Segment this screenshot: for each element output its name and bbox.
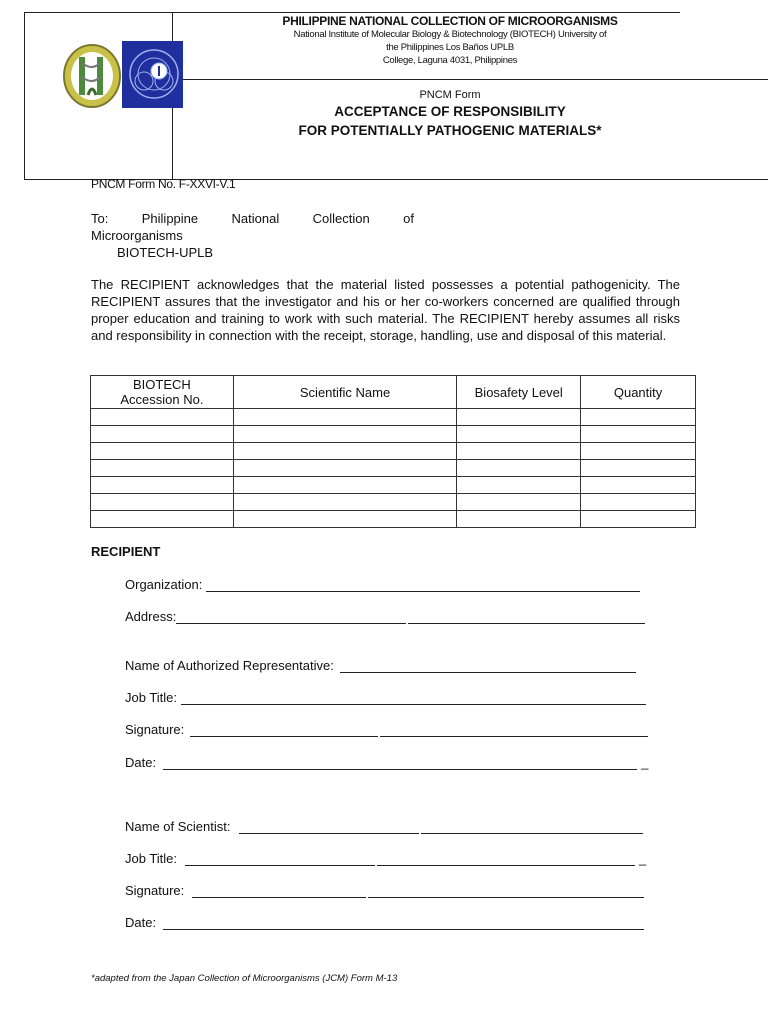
header-separator	[172, 79, 768, 80]
signature-input-line[interactable]	[190, 724, 378, 737]
accession-cell[interactable]	[91, 494, 234, 511]
materials-table	[90, 375, 696, 528]
table-row	[91, 409, 696, 426]
footnote: *adapted from the Japan Collection of Microorganisms (JCM) Form M-13	[91, 973, 398, 984]
organization-address-line: the Philippines Los Baños UPLB	[386, 42, 514, 53]
scientist-signature-field	[125, 883, 644, 898]
scientist-signature-label: Signature:	[125, 883, 185, 898]
header-border-left	[24, 12, 25, 180]
addressee-word: of	[403, 211, 414, 226]
signature-field	[125, 722, 648, 737]
scientist-job-title-input-line-continued[interactable]	[377, 853, 635, 866]
accession-cell[interactable]	[91, 426, 234, 443]
biosafety-level-cell[interactable]	[457, 477, 581, 494]
organization-name: PHILIPPINE NATIONAL COLLECTION OF MICROORGANISMS	[282, 14, 618, 28]
scientist-name-label: Name of Scientist:	[125, 819, 231, 834]
table-row	[91, 477, 696, 494]
scientific-name-cell[interactable]	[233, 426, 457, 443]
addressee-line	[91, 211, 414, 226]
biosafety-level-cell[interactable]	[457, 443, 581, 460]
quantity-cell[interactable]	[581, 409, 696, 426]
quantity-cell[interactable]	[581, 494, 696, 511]
quantity-cell[interactable]	[581, 426, 696, 443]
header-border-top	[24, 12, 680, 13]
biosafety-level-cell[interactable]	[457, 409, 581, 426]
job-title-input-line[interactable]	[181, 692, 646, 705]
scientist-name-field	[125, 819, 643, 834]
organization-address-line: National Institute of Molecular Biology & Biotechnology (BIOTECH) University of	[293, 29, 607, 40]
address-input-line-continued[interactable]	[408, 611, 645, 624]
job-title-label: Job Title:	[125, 690, 178, 705]
scientific-name-cell[interactable]	[233, 494, 457, 511]
form-title	[240, 102, 660, 140]
date-label: Date:	[125, 755, 157, 770]
form-label: PNCM Form	[419, 89, 481, 101]
biosafety-level-cell[interactable]	[457, 426, 581, 443]
organization-block	[240, 14, 660, 67]
scientist-date-input-line[interactable]	[163, 917, 644, 930]
scientist-name-input-line[interactable]	[239, 821, 419, 834]
table-row	[91, 426, 696, 443]
accession-no-header	[91, 376, 234, 409]
recipient-heading: RECIPIENT	[91, 544, 161, 559]
table-row	[91, 460, 696, 477]
addressee-continuation: Microorganisms	[91, 228, 183, 243]
acknowledgement-paragraph: The RECIPIENT acknowledges that the material listed possesses a potential pathogenicity. The RECIPIENT assures that the investigator and his or her co-workers concerned are qualified through proper education and training to work with such material. The RECIPIENT hereby assumes all risks and responsibility in connection with the receipt, storage, handling, use and disposal of this material.	[91, 277, 680, 343]
pncm-logo-icon	[122, 41, 183, 108]
accession-header-line: BIOTECH	[132, 377, 191, 392]
biosafety-level-cell[interactable]	[457, 511, 581, 528]
biosafety-level-cell[interactable]	[457, 494, 581, 511]
scientist-date-field	[125, 915, 644, 930]
organization-field	[125, 577, 640, 592]
table-row	[91, 511, 696, 528]
table-row	[91, 443, 696, 460]
biosafety-level-header: Biosafety Level	[457, 376, 581, 409]
scientist-name-input-line-continued[interactable]	[421, 821, 643, 834]
signature-label: Signature:	[125, 722, 185, 737]
date-field	[125, 755, 648, 770]
authorized-representative-field	[125, 658, 636, 673]
accession-cell[interactable]	[91, 477, 234, 494]
form-number: PNCM Form No. F-XXVI-V.1	[91, 177, 236, 191]
date-input-line[interactable]	[163, 757, 637, 770]
biosafety-level-cell[interactable]	[457, 460, 581, 477]
table-header-row	[91, 376, 696, 409]
trailing-mark: _	[641, 755, 649, 770]
organization-label: Organization:	[125, 577, 203, 592]
organization-input-line[interactable]	[206, 579, 640, 592]
scientist-signature-input-line[interactable]	[192, 885, 366, 898]
accession-cell[interactable]	[91, 409, 234, 426]
quantity-cell[interactable]	[581, 511, 696, 528]
addressee-word: Collection	[312, 211, 370, 226]
quantity-cell[interactable]	[581, 477, 696, 494]
addressee-word: Philippine	[141, 211, 199, 226]
accession-cell[interactable]	[91, 460, 234, 477]
scientific-name-cell[interactable]	[233, 443, 457, 460]
address-label: Address:	[125, 609, 177, 624]
address-input-line[interactable]	[176, 611, 406, 624]
scientific-name-header: Scientific Name	[233, 376, 457, 409]
addressee-unit: BIOTECH-UPLB	[117, 245, 214, 260]
job-title-field	[125, 690, 646, 705]
scientist-job-title-input-line[interactable]	[185, 853, 375, 866]
accession-cell[interactable]	[91, 511, 234, 528]
authorized-representative-input-line[interactable]	[340, 660, 636, 673]
quantity-cell[interactable]	[581, 443, 696, 460]
trailing-mark: _	[639, 851, 647, 866]
scientific-name-cell[interactable]	[233, 409, 457, 426]
addressee-word: To:	[91, 211, 109, 226]
scientist-date-label: Date:	[125, 915, 157, 930]
addressee-word: National	[231, 211, 280, 226]
scientist-signature-input-line-continued[interactable]	[368, 885, 644, 898]
scientific-name-cell[interactable]	[233, 460, 457, 477]
signature-input-line-continued[interactable]	[380, 724, 648, 737]
scientific-name-cell[interactable]	[233, 477, 457, 494]
biotech-logo-icon	[62, 43, 124, 109]
quantity-cell[interactable]	[581, 460, 696, 477]
form-title-line: FOR POTENTIALLY PATHOGENIC MATERIALS*	[298, 123, 602, 138]
scientist-job-title-label: Job Title:	[125, 851, 178, 866]
address-field	[125, 609, 645, 624]
accession-header-line: Accession No.	[120, 392, 204, 407]
form-title-line: ACCEPTANCE OF RESPONSIBILITY	[334, 104, 566, 119]
accession-cell[interactable]	[91, 443, 234, 460]
organization-address-line: College, Laguna 4031, Philippines	[382, 55, 518, 66]
scientist-job-title-field	[125, 851, 646, 866]
table-row	[91, 494, 696, 511]
quantity-header: Quantity	[581, 376, 696, 409]
scientific-name-cell[interactable]	[233, 511, 457, 528]
authorized-representative-label: Name of Authorized Representative:	[125, 658, 334, 673]
